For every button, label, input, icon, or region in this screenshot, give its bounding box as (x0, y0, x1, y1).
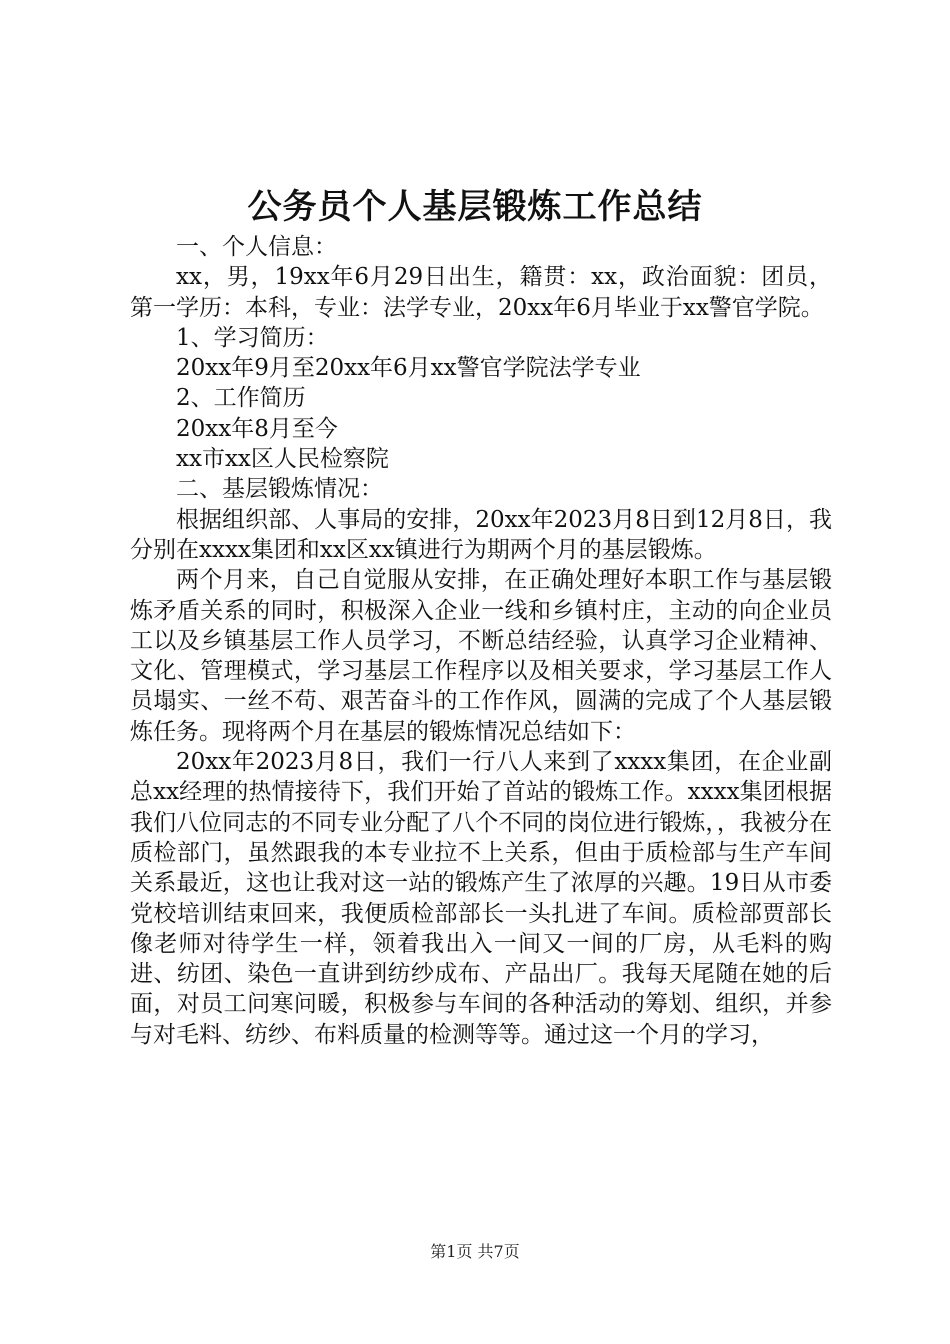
paragraph: 两个月来，自己自觉服从安排，在正确处理好本职工作与基层锻炼矛盾关系的同时，积极深入企业一线和乡镇村庄，主动的向企业员工以及乡镇基层工作人员学习，不断总结经验，认真学习企业精神、文化、管理模式，学习基层工作程序以及相关要求，学习基层工作人员塌实、一丝不苟、艰苦奋斗的工作作风，圆满的完成了个人基层锻炼任务。现将两个月在基层的锻炼情况总结如下： (130, 567, 832, 745)
subheading-work-history: 2、工作简历 (176, 385, 306, 412)
paragraph: xx市xx区人民检察院 (176, 446, 389, 473)
document-title: 公务员个人基层锻炼工作总结 (247, 187, 703, 227)
section-heading-personal-info: 一、个人信息： (176, 234, 337, 260)
section-heading-grassroots: 二、基层锻炼情况： (176, 476, 383, 503)
subheading-study-history: 1、学习简历： (176, 324, 329, 351)
paragraph: 根据组织部、人事局的安排，20xx年2023月8日到12月8日，我分别在xxxx集团和xx区xx镇进行为期两个月的基层锻炼。 (130, 506, 832, 563)
page-footer: 第1页 共7页 (430, 1242, 520, 1261)
paragraph: 20xx年8月至今 (176, 415, 338, 442)
paragraph: xx，男，19xx年6月29日出生，籍贯：xx，政治面貌：团员，第一学历：本科，专业：法学专业，20xx年6月毕业于xx警官学院。 (130, 264, 832, 321)
document-body (130, 232, 832, 1050)
paragraph: 20xx年9月至20xx年6月xx警官学院法学专业 (176, 355, 641, 382)
paragraph: 20xx年2023月8日，我们一行八人来到了xxxx集团，在企业副总xx经理的热情接待下，我们开始了首站的锻炼工作。xxxx集团根据我们八位同志的不同专业分配了八个不同的岗位进行锻炼，，我被分在质检部门，虽然跟我的本专业拉不上关系，但由于质检部与生产车间关系最近，这也让我对这一站的锻炼产生了浓厚的兴趣。19日从市委党校培训结束回来，我便质检部部长一头扎进了车间。质检部贾部长像老师对待学生一样，领着我出入一间又一间的厂房，从毛料的购进、纺团、染色一直讲到纺纱成布、产品出厂。我每天尾随在她的后面，对员工问寒问暖，积极参与车间的各种活动的筹划、组织，并参与对毛料、纺纱、布料质量的检测等等。通过这一个月的学习， (130, 749, 832, 1048)
